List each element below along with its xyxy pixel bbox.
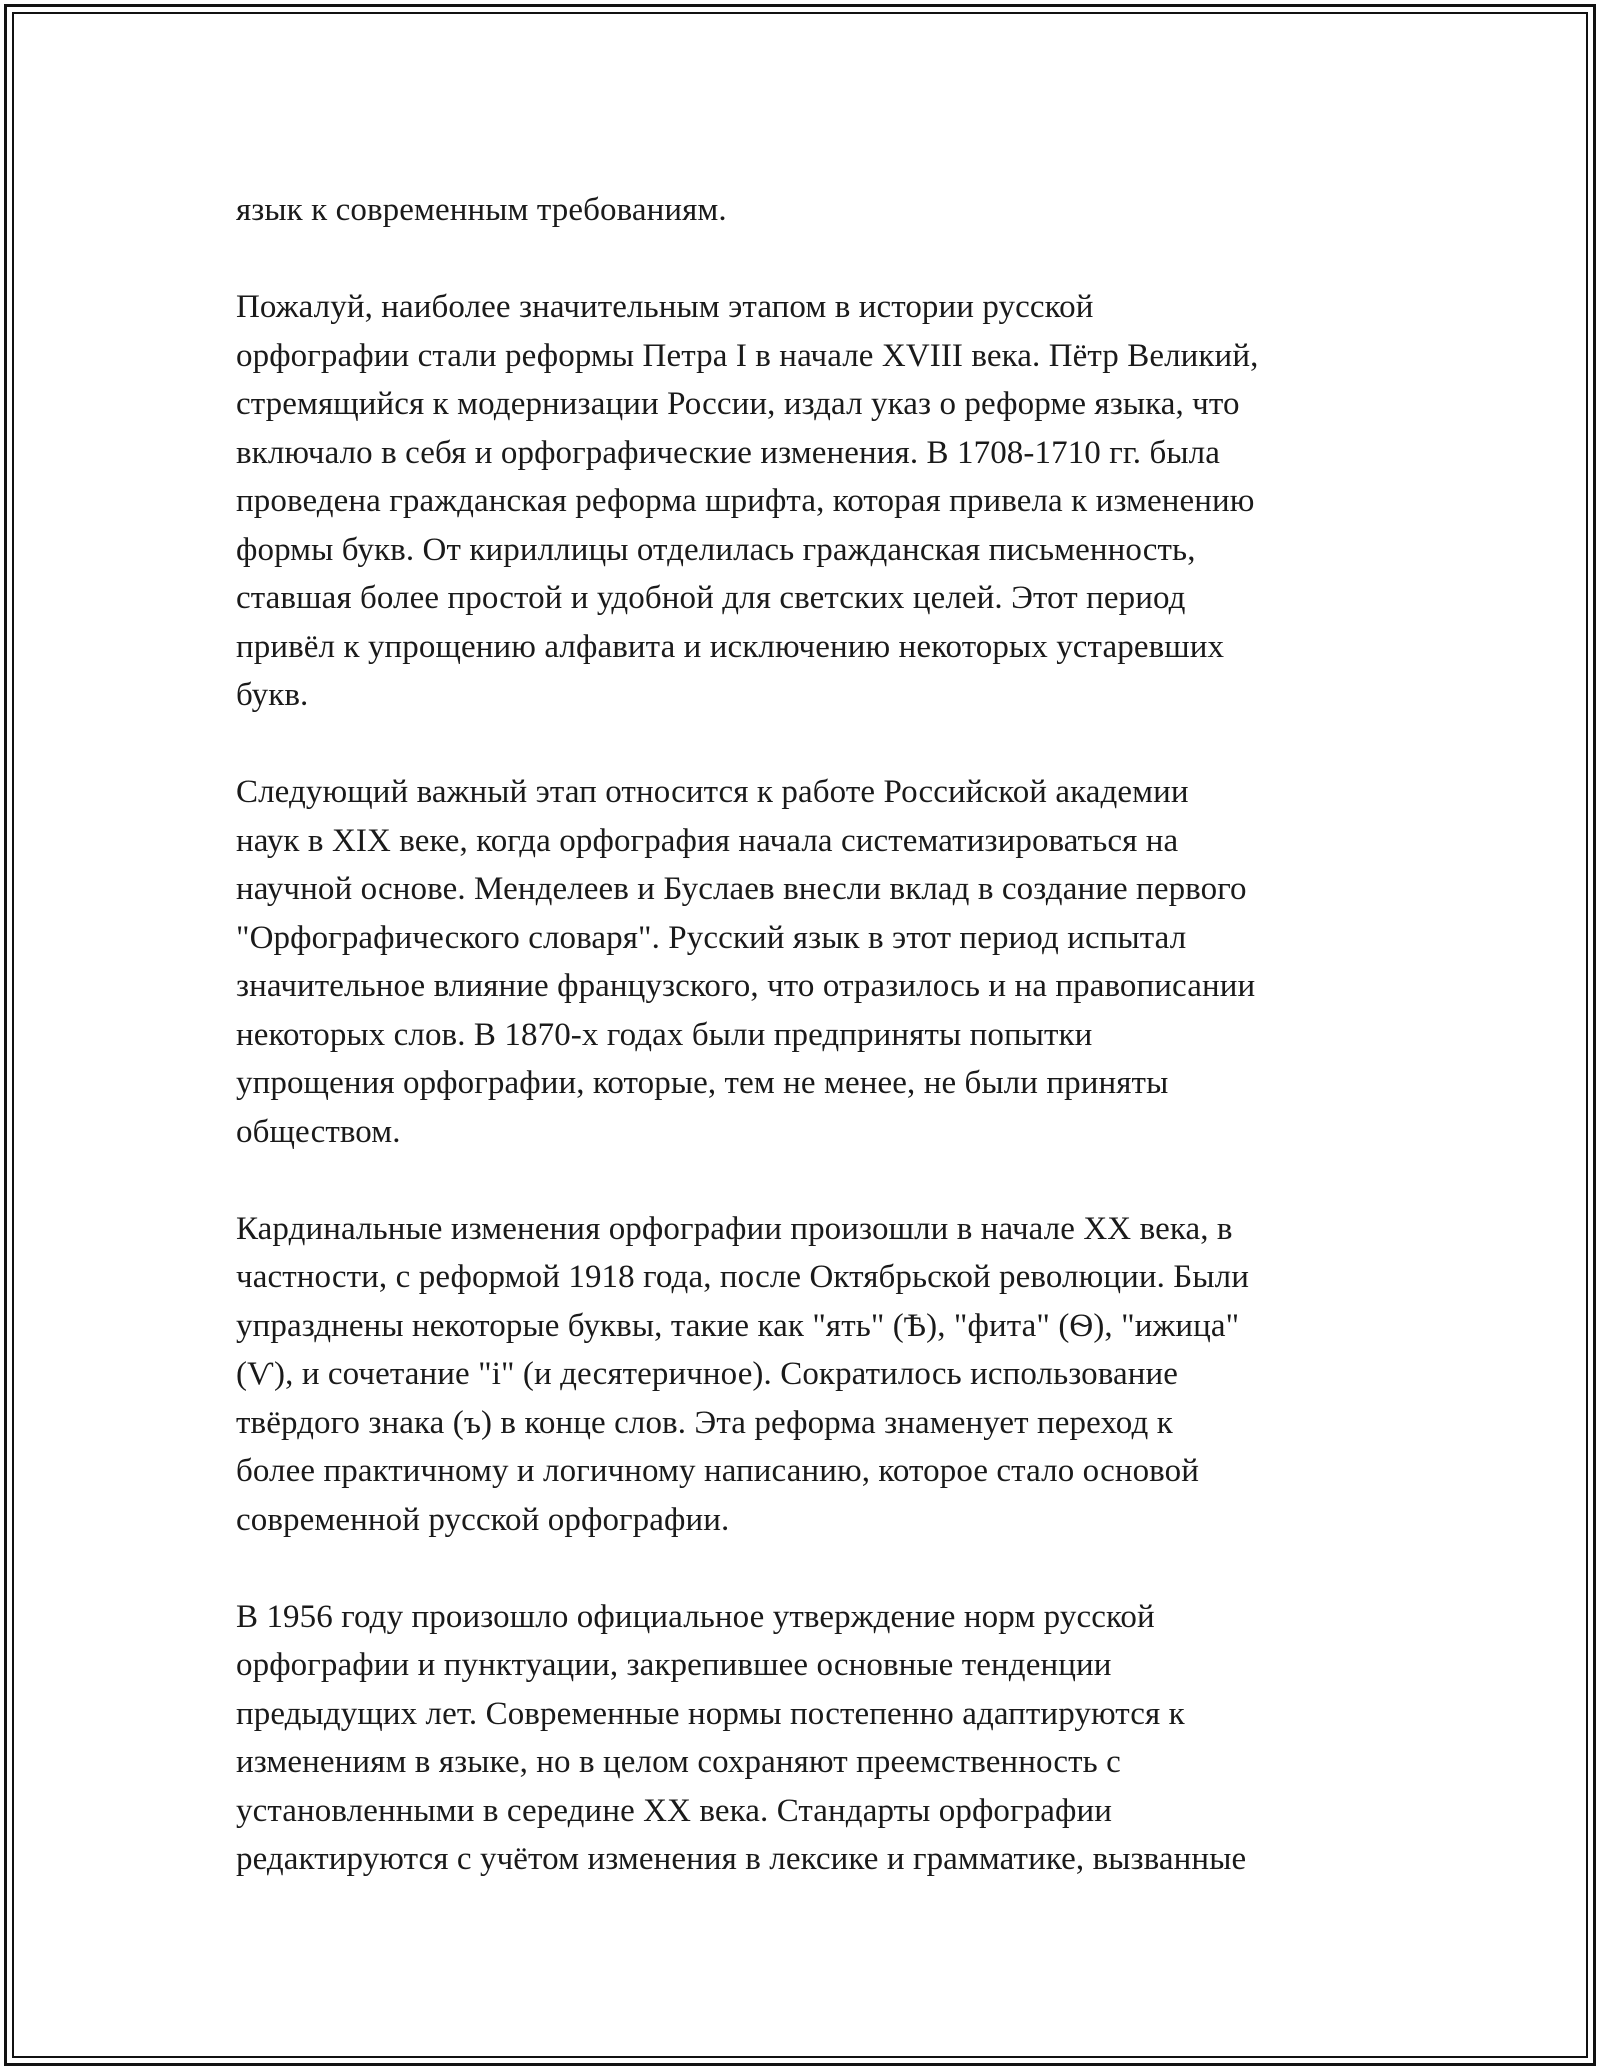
text-line: Следующий важный этап относится к работе Российской академии (236, 774, 1189, 810)
text-line: редактируются с учётом изменения в лексике и грамматике, вызванные (236, 1841, 1247, 1877)
paragraph (236, 768, 1376, 1156)
text-line: установленными в середине XX века. Стандарты орфографии (236, 1792, 1113, 1829)
text-line: значительное влияние французского, что отразилось и на правописании (236, 968, 1256, 1004)
text-line: включало в себя и орфографические изменения. В 1708-1710 гг. была (236, 434, 1220, 471)
text-line: более практичному и логичному написанию, которое стало основой (236, 1453, 1199, 1489)
text-line: твёрдого знака (ъ) в конце слов. Эта реформа знаменует переход к (236, 1404, 1173, 1441)
text-line: "Орфографического словаря". Русский язык в этот период испытал (236, 919, 1187, 956)
text-line: некоторых слов. В 1870-х годах были предприняты попытки (236, 1016, 1093, 1053)
text-line: изменениям в языке, но в целом сохраняют преемственность с (236, 1744, 1121, 1780)
text-line: стремящийся к модернизации России, издал указ о реформе языка, что (236, 386, 1240, 422)
text-line: (Ѵ), и сочетание "i" (и десятеричное). Сократилось использование (236, 1356, 1179, 1392)
paragraph (236, 283, 1376, 720)
text-line: орфографии и пунктуации, закрепившее основные тенденции (236, 1647, 1112, 1683)
text-line: язык к современным требованиям. (236, 192, 727, 228)
paragraph (236, 186, 1376, 235)
text-line: орфографии стали реформы Петра I в начале XVIII века. Пётр Великий, (236, 337, 1259, 374)
text-line: ставшая более простой и удобной для светских целей. Этот период (236, 580, 1186, 616)
text-line: наук в XIX веке, когда орфография начала систематизироваться на (236, 822, 1179, 859)
text-line: букв. (236, 677, 309, 713)
text-line: Пожалуй, наиболее значительным этапом в истории русской (236, 289, 1094, 325)
text-line: предыдущих лет. Современные нормы постепенно адаптируются к (236, 1695, 1185, 1732)
text-line: формы букв. От кириллицы отделилась гражданская письменность, (236, 531, 1196, 568)
text-line: частности, с реформой 1918 года, после Октябрьской революции. Были (236, 1259, 1249, 1295)
text-line: Кардинальные изменения орфографии произошли в начале XX века, в (236, 1210, 1233, 1247)
text-line: упрощения орфографии, которые, тем не менее, не были приняты (236, 1065, 1169, 1101)
paragraph (236, 1205, 1376, 1545)
paragraph (236, 1593, 1376, 1884)
text-line: современной русской орфографии. (236, 1501, 730, 1538)
text-line: научной основе. Менделеев и Буслаев внесли вклад в создание первого (236, 871, 1247, 907)
text-line: упразднены некоторые буквы, такие как "ять" (Ѣ), "фита" (Ѳ), "ижица" (236, 1307, 1240, 1344)
text-line: обществом. (236, 1113, 401, 1150)
document-body (236, 186, 1376, 1884)
text-line: проведена гражданская реформа шрифта, которая привела к изменению (236, 483, 1255, 519)
text-line: привёл к упрощению алфавита и исключению некоторых устаревших (236, 628, 1225, 665)
text-line: В 1956 году произошло официальное утверждение норм русской (236, 1598, 1155, 1635)
